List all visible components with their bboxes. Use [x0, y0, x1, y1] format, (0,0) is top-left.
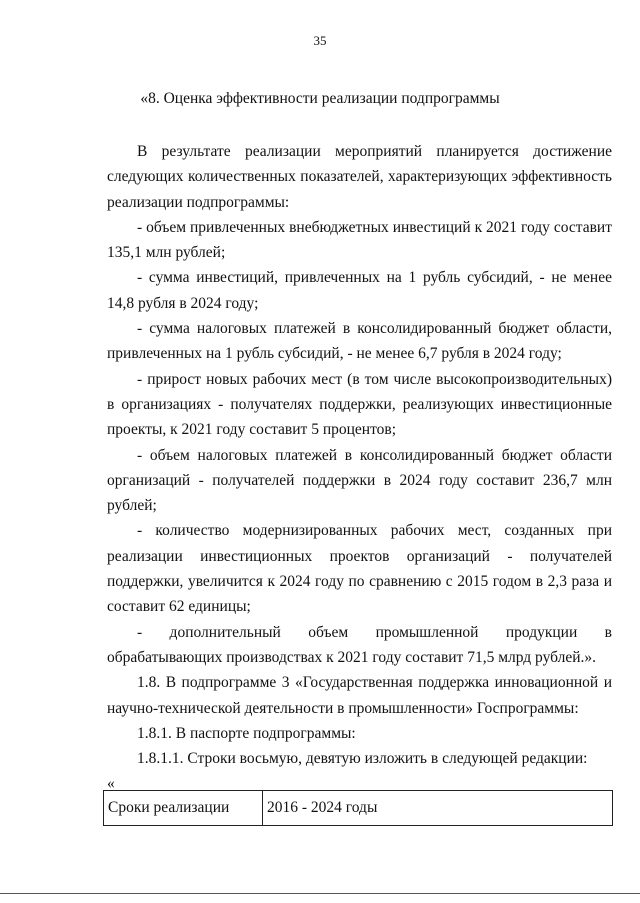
paragraph: - сумма инвестиций, привлеченных на 1 рубль субсидий, - не менее 14,8 рубля в 2024 году;	[107, 269, 612, 312]
open-quote: «	[107, 775, 115, 793]
bottom-rule	[0, 893, 640, 894]
paragraph: В результате реализации мероприятий планируется достижение следующих количественных показателей, характеризующих эффективность реализации подпрограммы:	[107, 143, 612, 211]
paragraph: - количество модернизированных рабочих мест, созданных при реализации инвестиционных проектов организаций - получателей поддержки, увеличится к 2024 году по сравнению с 2015 годом в 2,3 раза и составит 62 единицы;	[107, 522, 612, 616]
passport-table	[103, 790, 613, 826]
paragraph: 1.8.1. В паспорте подпрограммы:	[137, 724, 356, 742]
section-heading: «8. Оценка эффективности реализации подпрограммы	[140, 90, 500, 107]
document-body	[107, 139, 612, 797]
paragraph: 1.8. В подпрограмме 3 «Государственная поддержка инновационной и научно-технической деятельности в промышленности» Госпрограммы:	[107, 674, 612, 717]
paragraph: - прирост новых рабочих мест (в том числе высокопроизводительных) в организациях - получателях поддержки, реализующих инвестиционные проекты, к 2021 году составит 5 процентов;	[107, 370, 612, 439]
paragraph: 1.8.1.1. Строки восьмую, девятую изложить в следующей редакции:	[137, 750, 588, 768]
table-row	[104, 791, 613, 826]
table-cell-value: 2016 - 2024 годы	[263, 791, 613, 826]
paragraph: - сумма налоговых платежей в консолидированный бюджет области, привлеченных на 1 рубль субсидий, - не менее 6,7 рубля в 2024 году;	[107, 320, 612, 363]
paragraph: - объем налоговых платежей в консолидированный бюджет области организаций - получателей поддержки в 2024 году составит 236,7 млн рублей;	[107, 446, 612, 515]
page-number: 35	[313, 33, 327, 48]
table-cell-label: Сроки реализации	[104, 791, 263, 826]
paragraph: - дополнительный объем промышленной продукции в обрабатывающих производствах к 2021 году составит 71,5 млрд рублей.».	[107, 623, 612, 666]
paragraph: - объем привлеченных внебюджетных инвестиций к 2021 году составит 135,1 млн рублей;	[107, 218, 612, 262]
